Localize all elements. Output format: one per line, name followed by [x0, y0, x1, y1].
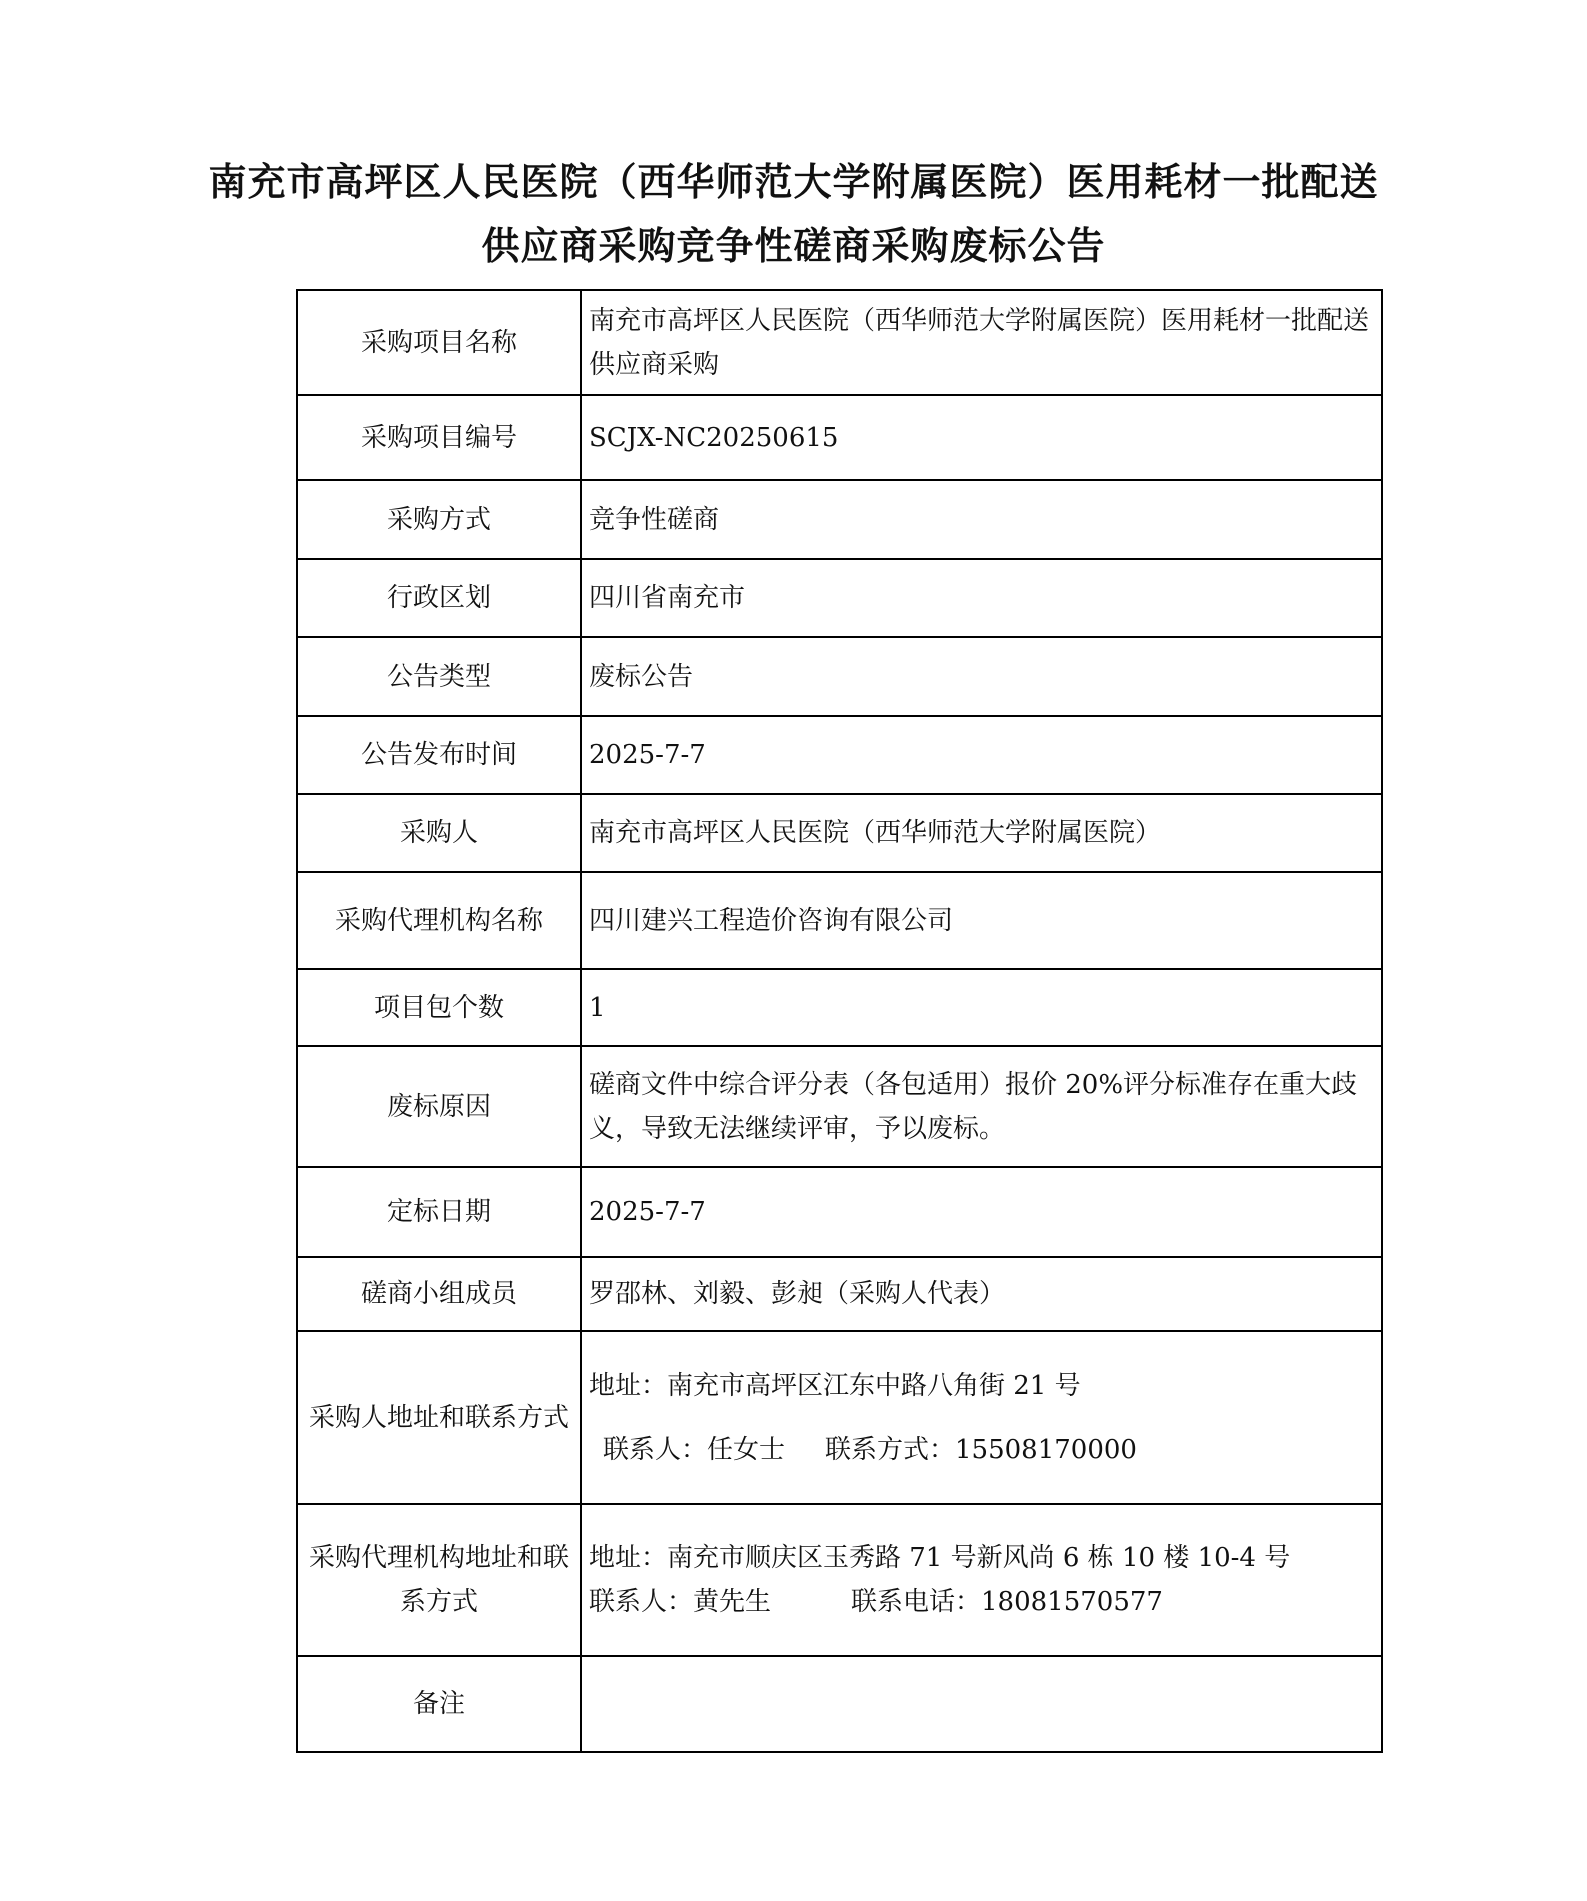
- row-purchaser-contact: [297, 1331, 1382, 1504]
- row-purchaser: [297, 794, 1382, 872]
- row-agency-contact: [297, 1504, 1382, 1656]
- row-procurement-method: [297, 480, 1382, 559]
- row-label: 采购人: [297, 794, 581, 872]
- purchaser-address: 地址：南充市高坪区江东中路八角街 21 号: [589, 1370, 1081, 1401]
- row-value: [581, 1504, 1382, 1656]
- row-value: [581, 1331, 1382, 1504]
- row-value: 南充市高坪区人民医院（西华师范大学附属医院）: [581, 794, 1382, 872]
- purchaser-phone: 联系方式：15508170000: [825, 1434, 1137, 1465]
- row-label: 采购项目编号: [297, 395, 581, 480]
- agency-contact-line: [589, 1580, 1375, 1624]
- row-value: 2025-7-7: [581, 716, 1382, 794]
- title-line-1: 南充市高坪区人民医院（西华师范大学附属医院）医用耗材一批配送: [208, 159, 1379, 204]
- row-package-count: [297, 969, 1382, 1046]
- row-label: 行政区划: [297, 559, 581, 637]
- row-region: [297, 559, 1382, 637]
- title-line-2: 供应商采购竞争性磋商采购废标公告: [481, 223, 1106, 268]
- row-value: 竞争性磋商: [581, 480, 1382, 559]
- row-failure-reason: [297, 1046, 1382, 1167]
- row-panel-members: [297, 1257, 1382, 1331]
- row-project-name: [297, 290, 1382, 395]
- row-value: 南充市高坪区人民医院（西华师范大学附属医院）医用耗材一批配送供应商采购: [581, 290, 1382, 395]
- row-value: 2025-7-7: [581, 1167, 1382, 1257]
- row-value: 四川建兴工程造价咨询有限公司: [581, 872, 1382, 969]
- row-value: 四川省南充市: [581, 559, 1382, 637]
- agency-address: 地址：南充市顺庆区玉秀路 71 号新风尚 6 栋 10 楼 10-4 号: [589, 1543, 1291, 1573]
- row-value: [581, 1656, 1382, 1752]
- row-value: 1: [581, 969, 1382, 1046]
- row-award-date: [297, 1167, 1382, 1257]
- row-agency-name: [297, 872, 1382, 969]
- row-value: 废标公告: [581, 637, 1382, 716]
- row-publish-date: [297, 716, 1382, 794]
- row-label: 公告发布时间: [297, 716, 581, 794]
- row-label: 磋商小组成员: [297, 1257, 581, 1331]
- row-label: 采购方式: [297, 480, 581, 559]
- agency-phone: 联系电话：18081570577: [851, 1587, 1163, 1617]
- row-label: 备注: [297, 1656, 581, 1752]
- row-label: 采购项目名称: [297, 290, 581, 395]
- row-project-number: [297, 395, 1382, 480]
- announcement-title: [0, 150, 1587, 278]
- agency-contact-person: 联系人：黄先生: [589, 1587, 772, 1617]
- row-value: 罗邵林、刘毅、彭昶（采购人代表）: [581, 1257, 1382, 1331]
- row-announcement-type: [297, 637, 1382, 716]
- row-label: 采购人地址和联系方式: [297, 1331, 581, 1504]
- row-label: 公告类型: [297, 637, 581, 716]
- row-label: 定标日期: [297, 1167, 581, 1257]
- row-value: 磋商文件中综合评分表（各包适用）报价 20%评分标准存在重大歧义，导致无法继续评审，予以废标。: [581, 1046, 1382, 1167]
- row-label: 采购代理机构地址和联系方式: [297, 1504, 581, 1656]
- announcement-info-table: [296, 289, 1383, 1753]
- row-label: 废标原因: [297, 1046, 581, 1167]
- row-remarks: [297, 1656, 1382, 1752]
- purchaser-contact-person: 联系人：任女士: [603, 1434, 786, 1465]
- row-value: SCJX-NC20250615: [581, 395, 1382, 480]
- purchaser-contact-line: [589, 1428, 1375, 1472]
- row-label: 项目包个数: [297, 969, 581, 1046]
- row-label: 采购代理机构名称: [297, 872, 581, 969]
